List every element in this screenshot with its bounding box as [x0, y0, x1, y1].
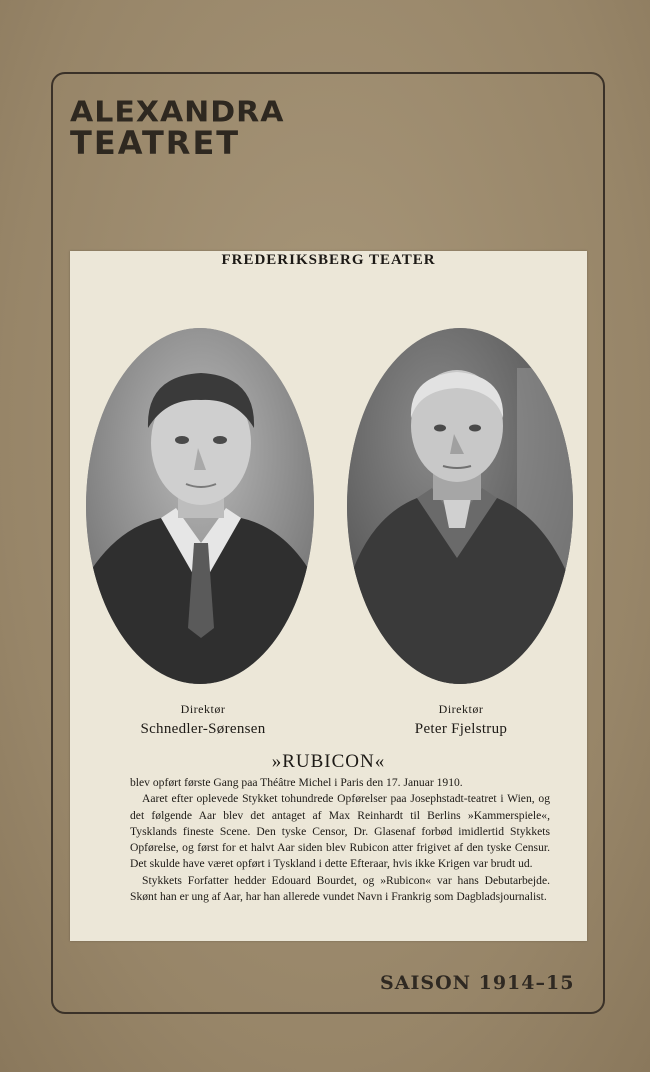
caption-left-name: Schnedler-Sørensen [140, 721, 266, 737]
portrait-left [86, 328, 314, 684]
brand-logo [70, 95, 285, 162]
portrait-right [347, 328, 573, 684]
caption-right-role: Direktør [438, 702, 484, 716]
brand-line-2: TEATRET [70, 124, 241, 162]
caption-left [108, 702, 298, 738]
program-page [70, 251, 587, 941]
portrait-right-image [347, 328, 573, 684]
brand-line-1: ALEXANDRA [70, 95, 285, 130]
paragraph-3: Stykkets Forfatter hedder Edouard Bourdet, og »Rubicon« var hans Debutarbejde. Skønt han er ung af Aar, har han allerede vundet Navn i Frankrig som Dagbladsjournalist. [130, 873, 550, 904]
paragraph-2: Aaret efter oplevede Stykket tohundrede Opførelser paa Josephstadt-teatret i Wien, og det følgende Aar blev det antaget af Max Reinhardt til Berlins »Kammerspiele«, Tysklands fineste Scene. Den tyske Censor, Dr. Glasenaf forbød imidlertid Stykkets Opførelse, og først for et halvt Aar siden blev Rubicon atter frigivet af den tyske Censur. Det skulde have været opført i Tyskland i dette Efteraar, hvis ikke Krigen var brudt ud. [130, 792, 550, 871]
paragraph-1: blev opført første Gang paa Théâtre Michel i Paris den 17. Januar 1910. [130, 776, 463, 789]
season-label: SAISON 1914–15 [380, 972, 575, 994]
portrait-left-image [86, 328, 314, 684]
caption-right [386, 702, 536, 738]
theater-heading: FREDERIKSBERG TEATER [221, 252, 436, 268]
play-title: »RUBICON« [271, 751, 386, 772]
caption-left-role: Direktør [180, 702, 226, 716]
article-body [130, 775, 550, 905]
caption-right-name: Peter Fjelstrup [414, 721, 508, 737]
